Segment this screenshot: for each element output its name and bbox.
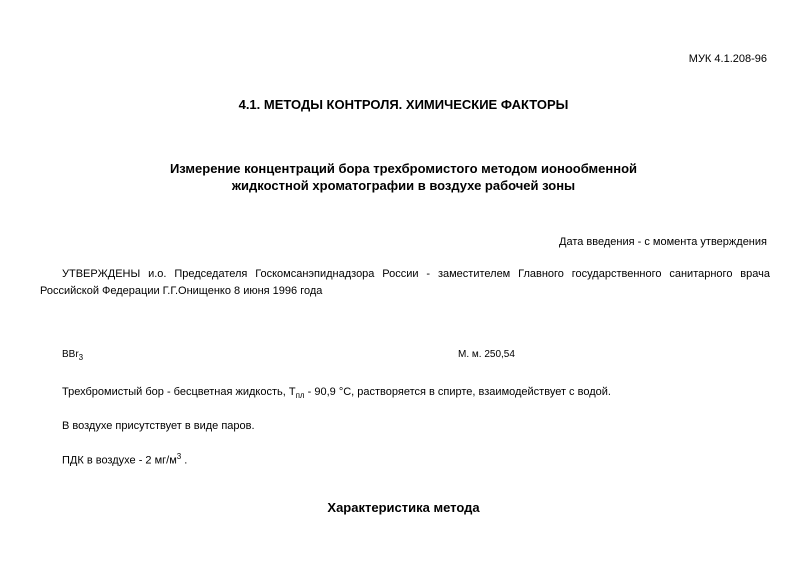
molar-mass: М. м. 250,54 [458,349,515,360]
document-title-line-2: жидкостной хроматографии в воздухе рабочей зоны [231,178,576,193]
formula-base: BBr [62,349,79,360]
approval-text: и.о. Председателя Госкомсанэпиднадзора России - заместителем Главного государственного санитарного врача Российской Федерации Г.Г.Онищенко 8 июня 1996 года [40,268,770,297]
properties-text-start: Трехбромистый бор - бесцветная жидкость, [62,386,289,398]
air-presence-paragraph: В воздухе присутствует в виде паров. [62,420,255,432]
melting-point-symbol: Т [288,386,296,398]
approval-paragraph [40,266,770,300]
chemical-formula [62,349,83,362]
method-characteristics-heading: Характеристика метода [327,500,480,515]
mac-text-end: . [181,454,188,467]
document-title [0,160,807,194]
document-code: МУК 4.1.208-96 [688,53,767,65]
mac-paragraph [62,452,187,467]
formula-subscript: 3 [78,353,84,362]
approval-label: УТВЕРЖДЕНЫ [62,268,141,280]
properties-text-end: - 90,9 °С, растворяется в спирте, взаимодействует с водой. [304,386,611,398]
mac-unit-superscript: 3 [176,452,182,461]
melting-point-subscript: пл [295,391,305,400]
mac-text: ПДК в воздухе - 2 мг/м [62,454,177,467]
properties-paragraph [62,386,611,400]
section-title: 4.1. МЕТОДЫ КОНТРОЛЯ. ХИМИЧЕСКИЕ ФАКТОРЫ [238,97,569,112]
introduction-date: Дата введения - с момента утверждения [559,236,767,248]
document-title-line-1: Измерение концентраций бора трехбромистого методом ионообменной [169,161,638,176]
